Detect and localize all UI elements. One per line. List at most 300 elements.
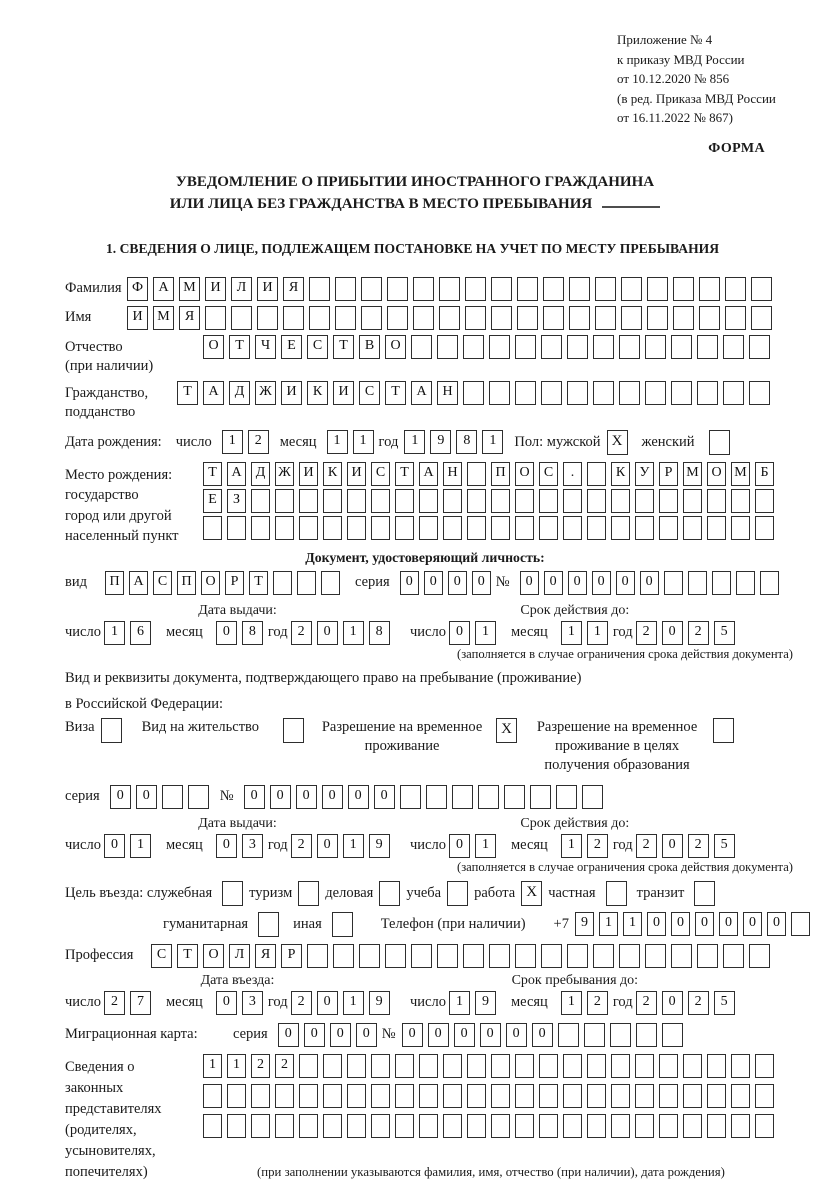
- char-cell[interactable]: Р: [281, 944, 302, 968]
- char-cell[interactable]: Н: [443, 462, 462, 486]
- char-cell[interactable]: [463, 944, 484, 968]
- char-cell[interactable]: 9: [430, 430, 451, 454]
- char-cell[interactable]: [635, 1054, 654, 1078]
- char-cell[interactable]: Ж: [275, 462, 294, 486]
- char-cell[interactable]: [491, 1114, 510, 1138]
- char-cell[interactable]: 1: [404, 430, 425, 454]
- char-cell[interactable]: [371, 1084, 390, 1108]
- char-cell[interactable]: 3: [242, 834, 263, 858]
- char-cell[interactable]: [437, 944, 458, 968]
- char-cell[interactable]: 0: [506, 1023, 527, 1047]
- char-cell[interactable]: [760, 571, 779, 595]
- char-cell[interactable]: [467, 1084, 486, 1108]
- char-cell[interactable]: 1: [482, 430, 503, 454]
- char-cell[interactable]: [467, 1054, 486, 1078]
- char-cell[interactable]: И: [281, 381, 302, 405]
- char-cell[interactable]: Е: [203, 489, 222, 513]
- char-cell[interactable]: [439, 306, 460, 330]
- char-cell[interactable]: 0: [317, 991, 338, 1015]
- char-cell[interactable]: [275, 489, 294, 513]
- char-cell[interactable]: [443, 516, 462, 540]
- char-cell[interactable]: [419, 489, 438, 513]
- char-cell[interactable]: [755, 489, 774, 513]
- char-cell[interactable]: [347, 1054, 366, 1078]
- char-cell[interactable]: Д: [229, 381, 250, 405]
- char-cell[interactable]: 0: [449, 834, 470, 858]
- char-cell[interactable]: Т: [203, 462, 222, 486]
- char-cell[interactable]: 0: [374, 785, 395, 809]
- char-cell[interactable]: Т: [249, 571, 268, 595]
- char-cell[interactable]: [335, 306, 356, 330]
- char-cell[interactable]: .: [563, 462, 582, 486]
- char-cell[interactable]: [707, 489, 726, 513]
- checkbox-cell[interactable]: [258, 912, 279, 937]
- checkbox-cell[interactable]: [283, 718, 304, 743]
- char-cell[interactable]: [439, 277, 460, 301]
- char-cell[interactable]: [452, 785, 473, 809]
- char-cell[interactable]: 0: [104, 834, 125, 858]
- char-cell[interactable]: [489, 944, 510, 968]
- char-cell[interactable]: [321, 571, 340, 595]
- checkbox-cell[interactable]: [606, 881, 627, 906]
- char-cell[interactable]: А: [419, 462, 438, 486]
- char-cell[interactable]: 1: [587, 621, 608, 645]
- char-cell[interactable]: А: [411, 381, 432, 405]
- char-cell[interactable]: [491, 277, 512, 301]
- char-cell[interactable]: 0: [662, 621, 683, 645]
- char-cell[interactable]: Р: [225, 571, 244, 595]
- char-cell[interactable]: [582, 785, 603, 809]
- char-cell[interactable]: [593, 944, 614, 968]
- char-cell[interactable]: 0: [270, 785, 291, 809]
- char-cell[interactable]: [515, 944, 536, 968]
- char-cell[interactable]: П: [177, 571, 196, 595]
- char-cell[interactable]: [371, 516, 390, 540]
- char-cell[interactable]: Д: [251, 462, 270, 486]
- char-cell[interactable]: [371, 489, 390, 513]
- char-cell[interactable]: [567, 944, 588, 968]
- char-cell[interactable]: [467, 462, 486, 486]
- char-cell[interactable]: К: [323, 462, 342, 486]
- char-cell[interactable]: [563, 1084, 582, 1108]
- char-cell[interactable]: Л: [231, 277, 252, 301]
- char-cell[interactable]: 2: [104, 991, 125, 1015]
- char-cell[interactable]: [491, 516, 510, 540]
- char-cell[interactable]: 0: [244, 785, 265, 809]
- char-cell[interactable]: [697, 381, 718, 405]
- char-cell[interactable]: И: [347, 462, 366, 486]
- char-cell[interactable]: 0: [454, 1023, 475, 1047]
- char-cell[interactable]: [731, 1084, 750, 1108]
- char-cell[interactable]: [587, 489, 606, 513]
- char-cell[interactable]: [647, 277, 668, 301]
- char-cell[interactable]: [584, 1023, 605, 1047]
- char-cell[interactable]: 0: [449, 621, 470, 645]
- char-cell[interactable]: М: [153, 306, 174, 330]
- char-cell[interactable]: [707, 1114, 726, 1138]
- char-cell[interactable]: 0: [216, 621, 237, 645]
- char-cell[interactable]: [731, 1054, 750, 1078]
- char-cell[interactable]: [203, 516, 222, 540]
- checkbox-cell[interactable]: [332, 912, 353, 937]
- char-cell[interactable]: [491, 306, 512, 330]
- char-cell[interactable]: 1: [343, 834, 364, 858]
- char-cell[interactable]: [645, 335, 666, 359]
- char-cell[interactable]: [635, 516, 654, 540]
- char-cell[interactable]: Л: [229, 944, 250, 968]
- char-cell[interactable]: 9: [575, 912, 594, 936]
- char-cell[interactable]: [659, 489, 678, 513]
- char-cell[interactable]: [491, 489, 510, 513]
- char-cell[interactable]: [465, 277, 486, 301]
- char-cell[interactable]: З: [227, 489, 246, 513]
- char-cell[interactable]: [569, 306, 590, 330]
- char-cell[interactable]: [683, 516, 702, 540]
- char-cell[interactable]: М: [179, 277, 200, 301]
- char-cell[interactable]: С: [359, 381, 380, 405]
- char-cell[interactable]: 9: [369, 991, 390, 1015]
- char-cell[interactable]: Ч: [255, 335, 276, 359]
- char-cell[interactable]: П: [105, 571, 124, 595]
- char-cell[interactable]: 1: [104, 621, 125, 645]
- char-cell[interactable]: [395, 516, 414, 540]
- char-cell[interactable]: [755, 1084, 774, 1108]
- char-cell[interactable]: [635, 1114, 654, 1138]
- char-cell[interactable]: И: [257, 277, 278, 301]
- char-cell[interactable]: [755, 516, 774, 540]
- char-cell[interactable]: [723, 944, 744, 968]
- char-cell[interactable]: [659, 1054, 678, 1078]
- char-cell[interactable]: [569, 277, 590, 301]
- char-cell[interactable]: 2: [251, 1054, 270, 1078]
- char-cell[interactable]: [539, 1084, 558, 1108]
- char-cell[interactable]: [647, 306, 668, 330]
- char-cell[interactable]: [515, 489, 534, 513]
- char-cell[interactable]: 0: [110, 785, 131, 809]
- char-cell[interactable]: 0: [330, 1023, 351, 1047]
- char-cell[interactable]: [563, 516, 582, 540]
- char-cell[interactable]: [595, 277, 616, 301]
- char-cell[interactable]: [467, 489, 486, 513]
- char-cell[interactable]: [567, 381, 588, 405]
- checkbox-cell[interactable]: [709, 430, 730, 455]
- char-cell[interactable]: [309, 306, 330, 330]
- char-cell[interactable]: 9: [369, 834, 390, 858]
- char-cell[interactable]: [611, 1114, 630, 1138]
- char-cell[interactable]: [463, 335, 484, 359]
- char-cell[interactable]: 0: [472, 571, 491, 595]
- char-cell[interactable]: 1: [222, 430, 243, 454]
- char-cell[interactable]: [530, 785, 551, 809]
- char-cell[interactable]: 1: [343, 621, 364, 645]
- char-cell[interactable]: 1: [227, 1054, 246, 1078]
- char-cell[interactable]: [283, 306, 304, 330]
- char-cell[interactable]: [275, 1114, 294, 1138]
- char-cell[interactable]: [323, 489, 342, 513]
- char-cell[interactable]: К: [611, 462, 630, 486]
- char-cell[interactable]: 5: [714, 621, 735, 645]
- char-cell[interactable]: [539, 1054, 558, 1078]
- char-cell[interactable]: [587, 1054, 606, 1078]
- char-cell[interactable]: [251, 516, 270, 540]
- char-cell[interactable]: [567, 335, 588, 359]
- char-cell[interactable]: [563, 489, 582, 513]
- char-cell[interactable]: [419, 1114, 438, 1138]
- char-cell[interactable]: О: [385, 335, 406, 359]
- char-cell[interactable]: Я: [283, 277, 304, 301]
- char-cell[interactable]: [419, 1084, 438, 1108]
- char-cell[interactable]: С: [539, 462, 558, 486]
- char-cell[interactable]: [419, 516, 438, 540]
- char-cell[interactable]: [371, 1114, 390, 1138]
- char-cell[interactable]: 1: [130, 834, 151, 858]
- char-cell[interactable]: [543, 306, 564, 330]
- char-cell[interactable]: Я: [255, 944, 276, 968]
- char-cell[interactable]: [699, 277, 720, 301]
- char-cell[interactable]: 2: [636, 834, 657, 858]
- char-cell[interactable]: [463, 381, 484, 405]
- char-cell[interactable]: [755, 1114, 774, 1138]
- char-cell[interactable]: О: [203, 335, 224, 359]
- char-cell[interactable]: Н: [437, 381, 458, 405]
- char-cell[interactable]: [443, 1114, 462, 1138]
- char-cell[interactable]: [539, 489, 558, 513]
- char-cell[interactable]: [299, 1084, 318, 1108]
- char-cell[interactable]: Т: [395, 462, 414, 486]
- char-cell[interactable]: [323, 1084, 342, 1108]
- char-cell[interactable]: [611, 489, 630, 513]
- char-cell[interactable]: Р: [659, 462, 678, 486]
- char-cell[interactable]: [299, 489, 318, 513]
- char-cell[interactable]: [162, 785, 183, 809]
- char-cell[interactable]: [515, 1114, 534, 1138]
- char-cell[interactable]: [515, 1054, 534, 1078]
- char-cell[interactable]: 1: [343, 991, 364, 1015]
- char-cell[interactable]: [539, 1114, 558, 1138]
- char-cell[interactable]: [205, 306, 226, 330]
- char-cell[interactable]: У: [635, 462, 654, 486]
- char-cell[interactable]: [699, 306, 720, 330]
- char-cell[interactable]: 0: [544, 571, 563, 595]
- char-cell[interactable]: [683, 489, 702, 513]
- char-cell[interactable]: О: [707, 462, 726, 486]
- checkbox-cell[interactable]: [379, 881, 400, 906]
- char-cell[interactable]: [504, 785, 525, 809]
- char-cell[interactable]: [558, 1023, 579, 1047]
- checkbox-cell[interactable]: X: [496, 718, 517, 743]
- char-cell[interactable]: [515, 1084, 534, 1108]
- char-cell[interactable]: [587, 462, 606, 486]
- char-cell[interactable]: 1: [561, 991, 582, 1015]
- char-cell[interactable]: [587, 516, 606, 540]
- char-cell[interactable]: [443, 1084, 462, 1108]
- char-cell[interactable]: [333, 944, 354, 968]
- char-cell[interactable]: [299, 516, 318, 540]
- char-cell[interactable]: 0: [592, 571, 611, 595]
- char-cell[interactable]: [736, 571, 755, 595]
- char-cell[interactable]: Б: [755, 462, 774, 486]
- char-cell[interactable]: [515, 381, 536, 405]
- char-cell[interactable]: [395, 489, 414, 513]
- char-cell[interactable]: 8: [242, 621, 263, 645]
- char-cell[interactable]: 9: [475, 991, 496, 1015]
- char-cell[interactable]: Т: [177, 944, 198, 968]
- char-cell[interactable]: [635, 489, 654, 513]
- char-cell[interactable]: 2: [291, 991, 312, 1015]
- char-cell[interactable]: [621, 277, 642, 301]
- char-cell[interactable]: 0: [322, 785, 343, 809]
- checkbox-cell[interactable]: [713, 718, 734, 743]
- char-cell[interactable]: [361, 277, 382, 301]
- char-cell[interactable]: [489, 335, 510, 359]
- char-cell[interactable]: [755, 1054, 774, 1078]
- char-cell[interactable]: 1: [475, 621, 496, 645]
- char-cell[interactable]: [595, 306, 616, 330]
- char-cell[interactable]: 0: [640, 571, 659, 595]
- char-cell[interactable]: 0: [356, 1023, 377, 1047]
- char-cell[interactable]: [539, 516, 558, 540]
- char-cell[interactable]: [587, 1114, 606, 1138]
- char-cell[interactable]: 0: [136, 785, 157, 809]
- char-cell[interactable]: [725, 306, 746, 330]
- char-cell[interactable]: [515, 516, 534, 540]
- char-cell[interactable]: [361, 306, 382, 330]
- char-cell[interactable]: [683, 1114, 702, 1138]
- char-cell[interactable]: [611, 1084, 630, 1108]
- char-cell[interactable]: 2: [291, 834, 312, 858]
- char-cell[interactable]: [443, 489, 462, 513]
- char-cell[interactable]: 0: [424, 571, 443, 595]
- char-cell[interactable]: [203, 1114, 222, 1138]
- char-cell[interactable]: [707, 516, 726, 540]
- char-cell[interactable]: [413, 277, 434, 301]
- char-cell[interactable]: [465, 306, 486, 330]
- char-cell[interactable]: [347, 1084, 366, 1108]
- char-cell[interactable]: [751, 306, 772, 330]
- char-cell[interactable]: [275, 1084, 294, 1108]
- char-cell[interactable]: [257, 306, 278, 330]
- char-cell[interactable]: [517, 306, 538, 330]
- checkbox-cell[interactable]: [447, 881, 468, 906]
- char-cell[interactable]: [659, 1084, 678, 1108]
- char-cell[interactable]: [443, 1054, 462, 1078]
- char-cell[interactable]: 0: [216, 834, 237, 858]
- char-cell[interactable]: 0: [695, 912, 714, 936]
- char-cell[interactable]: И: [127, 306, 148, 330]
- char-cell[interactable]: 1: [203, 1054, 222, 1078]
- char-cell[interactable]: [707, 1054, 726, 1078]
- char-cell[interactable]: С: [151, 944, 172, 968]
- char-cell[interactable]: А: [203, 381, 224, 405]
- char-cell[interactable]: [683, 1054, 702, 1078]
- char-cell[interactable]: Т: [177, 381, 198, 405]
- char-cell[interactable]: 1: [327, 430, 348, 454]
- char-cell[interactable]: Т: [229, 335, 250, 359]
- char-cell[interactable]: [347, 516, 366, 540]
- char-cell[interactable]: [517, 277, 538, 301]
- char-cell[interactable]: 0: [400, 571, 419, 595]
- char-cell[interactable]: [621, 306, 642, 330]
- char-cell[interactable]: [697, 335, 718, 359]
- char-cell[interactable]: [619, 335, 640, 359]
- char-cell[interactable]: [659, 1114, 678, 1138]
- char-cell[interactable]: [671, 335, 692, 359]
- char-cell[interactable]: [749, 381, 770, 405]
- char-cell[interactable]: 0: [520, 571, 539, 595]
- char-cell[interactable]: О: [201, 571, 220, 595]
- char-cell[interactable]: М: [683, 462, 702, 486]
- char-cell[interactable]: А: [227, 462, 246, 486]
- char-cell[interactable]: 0: [662, 991, 683, 1015]
- char-cell[interactable]: [227, 516, 246, 540]
- char-cell[interactable]: [299, 1054, 318, 1078]
- char-cell[interactable]: [683, 1084, 702, 1108]
- char-cell[interactable]: [541, 381, 562, 405]
- char-cell[interactable]: 0: [743, 912, 762, 936]
- char-cell[interactable]: [413, 306, 434, 330]
- char-cell[interactable]: [593, 381, 614, 405]
- checkbox-cell[interactable]: [298, 881, 319, 906]
- char-cell[interactable]: [563, 1114, 582, 1138]
- char-cell[interactable]: 0: [568, 571, 587, 595]
- char-cell[interactable]: 0: [304, 1023, 325, 1047]
- char-cell[interactable]: Ф: [127, 277, 148, 301]
- char-cell[interactable]: 0: [317, 834, 338, 858]
- char-cell[interactable]: [323, 1054, 342, 1078]
- char-cell[interactable]: О: [203, 944, 224, 968]
- char-cell[interactable]: 2: [688, 834, 709, 858]
- char-cell[interactable]: 0: [662, 834, 683, 858]
- checkbox-cell[interactable]: [694, 881, 715, 906]
- char-cell[interactable]: [251, 1114, 270, 1138]
- char-cell[interactable]: [309, 277, 330, 301]
- char-cell[interactable]: [723, 335, 744, 359]
- char-cell[interactable]: [275, 516, 294, 540]
- char-cell[interactable]: 2: [587, 834, 608, 858]
- char-cell[interactable]: 1: [561, 621, 582, 645]
- char-cell[interactable]: К: [307, 381, 328, 405]
- char-cell[interactable]: 0: [480, 1023, 501, 1047]
- checkbox-cell[interactable]: X: [607, 430, 628, 455]
- char-cell[interactable]: [749, 335, 770, 359]
- char-cell[interactable]: [635, 1084, 654, 1108]
- char-cell[interactable]: 2: [636, 621, 657, 645]
- char-cell[interactable]: [712, 571, 731, 595]
- char-cell[interactable]: [489, 381, 510, 405]
- char-cell[interactable]: 0: [448, 571, 467, 595]
- char-cell[interactable]: [645, 944, 666, 968]
- char-cell[interactable]: [556, 785, 577, 809]
- char-cell[interactable]: [697, 944, 718, 968]
- char-cell[interactable]: 0: [428, 1023, 449, 1047]
- char-cell[interactable]: 0: [671, 912, 690, 936]
- char-cell[interactable]: [587, 1084, 606, 1108]
- char-cell[interactable]: [347, 1114, 366, 1138]
- char-cell[interactable]: [610, 1023, 631, 1047]
- char-cell[interactable]: [673, 277, 694, 301]
- char-cell[interactable]: [251, 1084, 270, 1108]
- char-cell[interactable]: [188, 785, 209, 809]
- char-cell[interactable]: [371, 1054, 390, 1078]
- char-cell[interactable]: [541, 335, 562, 359]
- char-cell[interactable]: А: [129, 571, 148, 595]
- char-cell[interactable]: В: [359, 335, 380, 359]
- char-cell[interactable]: 7: [130, 991, 151, 1015]
- char-cell[interactable]: 0: [532, 1023, 553, 1047]
- char-cell[interactable]: [323, 1114, 342, 1138]
- char-cell[interactable]: 8: [369, 621, 390, 645]
- char-cell[interactable]: [395, 1084, 414, 1108]
